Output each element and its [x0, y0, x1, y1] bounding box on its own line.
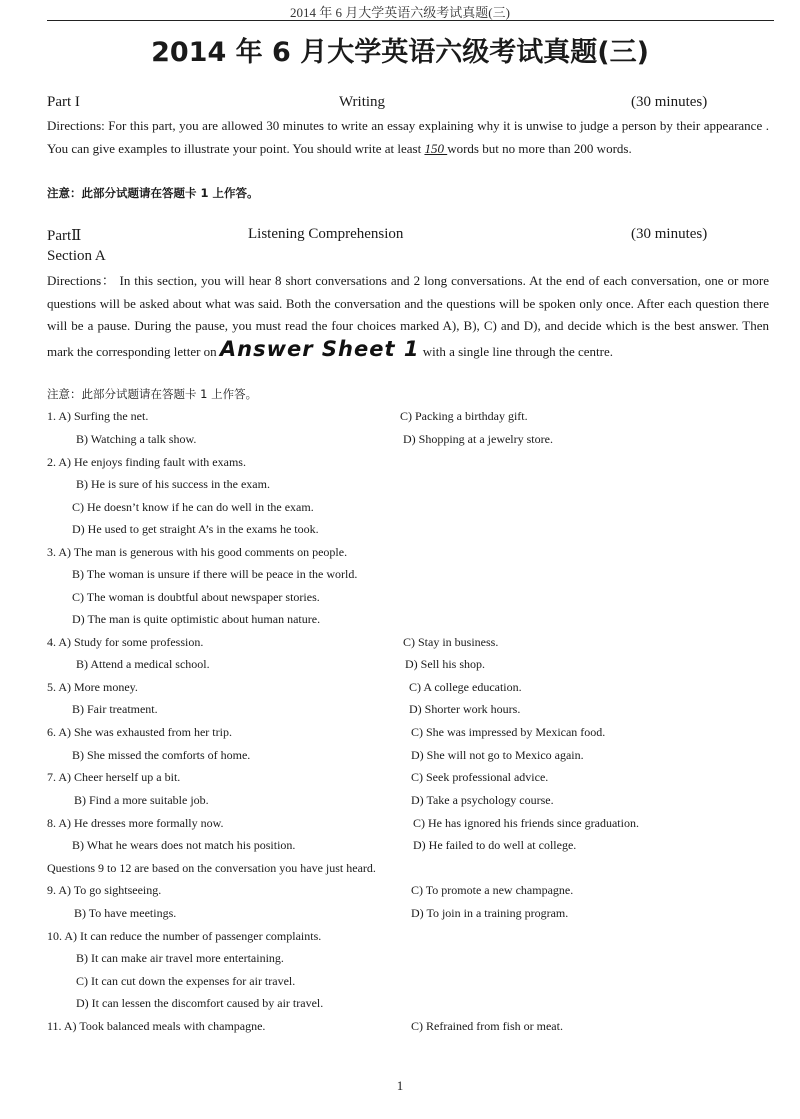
q2-option-b: B) He is sure of his success in the exam.: [76, 477, 270, 491]
q9-option-c: C) To promote a new champagne.: [411, 883, 574, 897]
q8-option-a: 8. A) He dresses more formally now.: [47, 816, 224, 830]
page-number: 1: [396, 1078, 404, 1093]
q7-option-a: 7. A) Cheer herself up a bit.: [47, 770, 181, 784]
q11-option-c: C) Refrained from fish or meat.: [411, 1019, 563, 1033]
q1-option-a: 1. A) Surfing the net.: [47, 409, 149, 423]
word-count: 150: [424, 140, 448, 156]
q6-option-b: B) She missed the comforts of home.: [72, 748, 251, 762]
part2-label: PartⅡ: [47, 228, 82, 244]
part2-directions-end: with a single line through the centre.: [419, 343, 613, 359]
q4-option-b: B) Attend a medical school.: [76, 657, 210, 671]
part2-directions: [47, 270, 769, 363]
q8-option-d: D) He failed to do well at college.: [413, 838, 577, 852]
part1-note: 注意：此部分试题请在答题卡 1 上作答。: [47, 186, 259, 200]
part2-directions-text: Directions： In this section, you will hear 8 short conversations and 2 long conversations. At the end of each conversation, one or more questions will be asked about what was said. Both the conversation and the questions will be spoken only once. After each question there will be a pause. During the pause, you must read the four choices marked A), B), C) and D), and decide which is the best answer. Then mark the corresponding letter on: [47, 273, 769, 359]
q5-option-c: C) A college education.: [409, 680, 522, 694]
page-title: 2014 年 6 月大学英语六级考试真题(三): [151, 37, 649, 68]
q8-option-c: C) He has ignored his friends since graduation.: [413, 816, 639, 830]
answer-sheet-handwriting: Answer Sheet 1: [219, 336, 420, 361]
q5-option-d: D) Shorter work hours.: [409, 702, 521, 716]
q4-option-a: 4. A) Study for some profession.: [47, 635, 204, 649]
running-header: 2014 年 6 月大学英语六级考试真题(三): [290, 5, 510, 20]
q2-option-a: 2. A) He enjoys finding fault with exams.: [47, 455, 246, 469]
q7-option-b: B) Find a more suitable job.: [74, 793, 209, 807]
part1-directions-text: Directions: For this part, you are allowed 30 minutes to write an essay explaining why it is unwise to judge a person by their appearance . You can give examples to illustrate your point. You should write at least: [47, 118, 769, 156]
q10-option-a: 10. A) It can reduce the number of passenger complaints.: [47, 929, 322, 943]
q9-option-d: D) To join in a training program.: [411, 906, 569, 920]
q9-12-intro: Questions 9 to 12 are based on the conversation you have just heard.: [47, 861, 376, 875]
header-rule: [47, 20, 774, 21]
q9-option-b: B) To have meetings.: [74, 906, 177, 920]
q2-option-c: C) He doesn’t know if he can do well in the exam.: [72, 500, 314, 514]
part2-name: Listening Comprehension: [248, 226, 404, 242]
q4-option-d: D) Sell his shop.: [405, 657, 486, 671]
part1-label: Part I: [47, 94, 80, 110]
part2-note: 注意：此部分试题请在答题卡 1 上作答。: [47, 387, 258, 401]
q5-option-a: 5. A) More money.: [47, 680, 138, 694]
q5-option-b: B) Fair treatment.: [72, 702, 158, 716]
part2-time: (30 minutes): [631, 226, 708, 242]
q3-option-a: 3. A) The man is generous with his good comments on people.: [47, 545, 348, 559]
q7-option-c: C) Seek professional advice.: [411, 770, 549, 784]
q6-option-c: C) She was impressed by Mexican food.: [411, 725, 606, 739]
q4-option-c: C) Stay in business.: [403, 635, 499, 649]
q6-option-a: 6. A) She was exhausted from her trip.: [47, 725, 232, 739]
q10-option-c: C) It can cut down the expenses for air travel.: [76, 974, 296, 988]
q2-option-d: D) He used to get straight A’s in the exams he took.: [72, 522, 319, 536]
q1-option-b: B) Watching a talk show.: [76, 432, 197, 446]
q10-option-b: B) It can make air travel more entertaining.: [76, 951, 284, 965]
section-a-heading: Section A: [47, 248, 106, 264]
q1-option-d: D) Shopping at a jewelry store.: [403, 432, 553, 446]
q1-option-c: C) Packing a birthday gift.: [400, 409, 528, 423]
q7-option-d: D) Take a psychology course.: [411, 793, 554, 807]
part1-name: Writing: [339, 94, 386, 110]
part1-directions-end: words but no more than 200 words.: [447, 140, 632, 156]
q3-option-c: C) The woman is doubtful about newspaper stories.: [72, 590, 320, 604]
part1-time: (30 minutes): [631, 94, 708, 110]
q3-option-d: D) The man is quite optimistic about human nature.: [72, 612, 321, 626]
q11-option-a: 11. A) Took balanced meals with champagne.: [47, 1019, 266, 1033]
q10-option-d: D) It can lessen the discomfort caused by air travel.: [76, 996, 324, 1010]
q6-option-d: D) She will not go to Mexico again.: [411, 748, 584, 762]
part1-directions: [47, 115, 769, 160]
q3-option-b: B) The woman is unsure if there will be peace in the world.: [72, 567, 358, 581]
q9-option-a: 9. A) To go sightseeing.: [47, 883, 162, 897]
q8-option-b: B) What he wears does not match his position.: [72, 838, 296, 852]
